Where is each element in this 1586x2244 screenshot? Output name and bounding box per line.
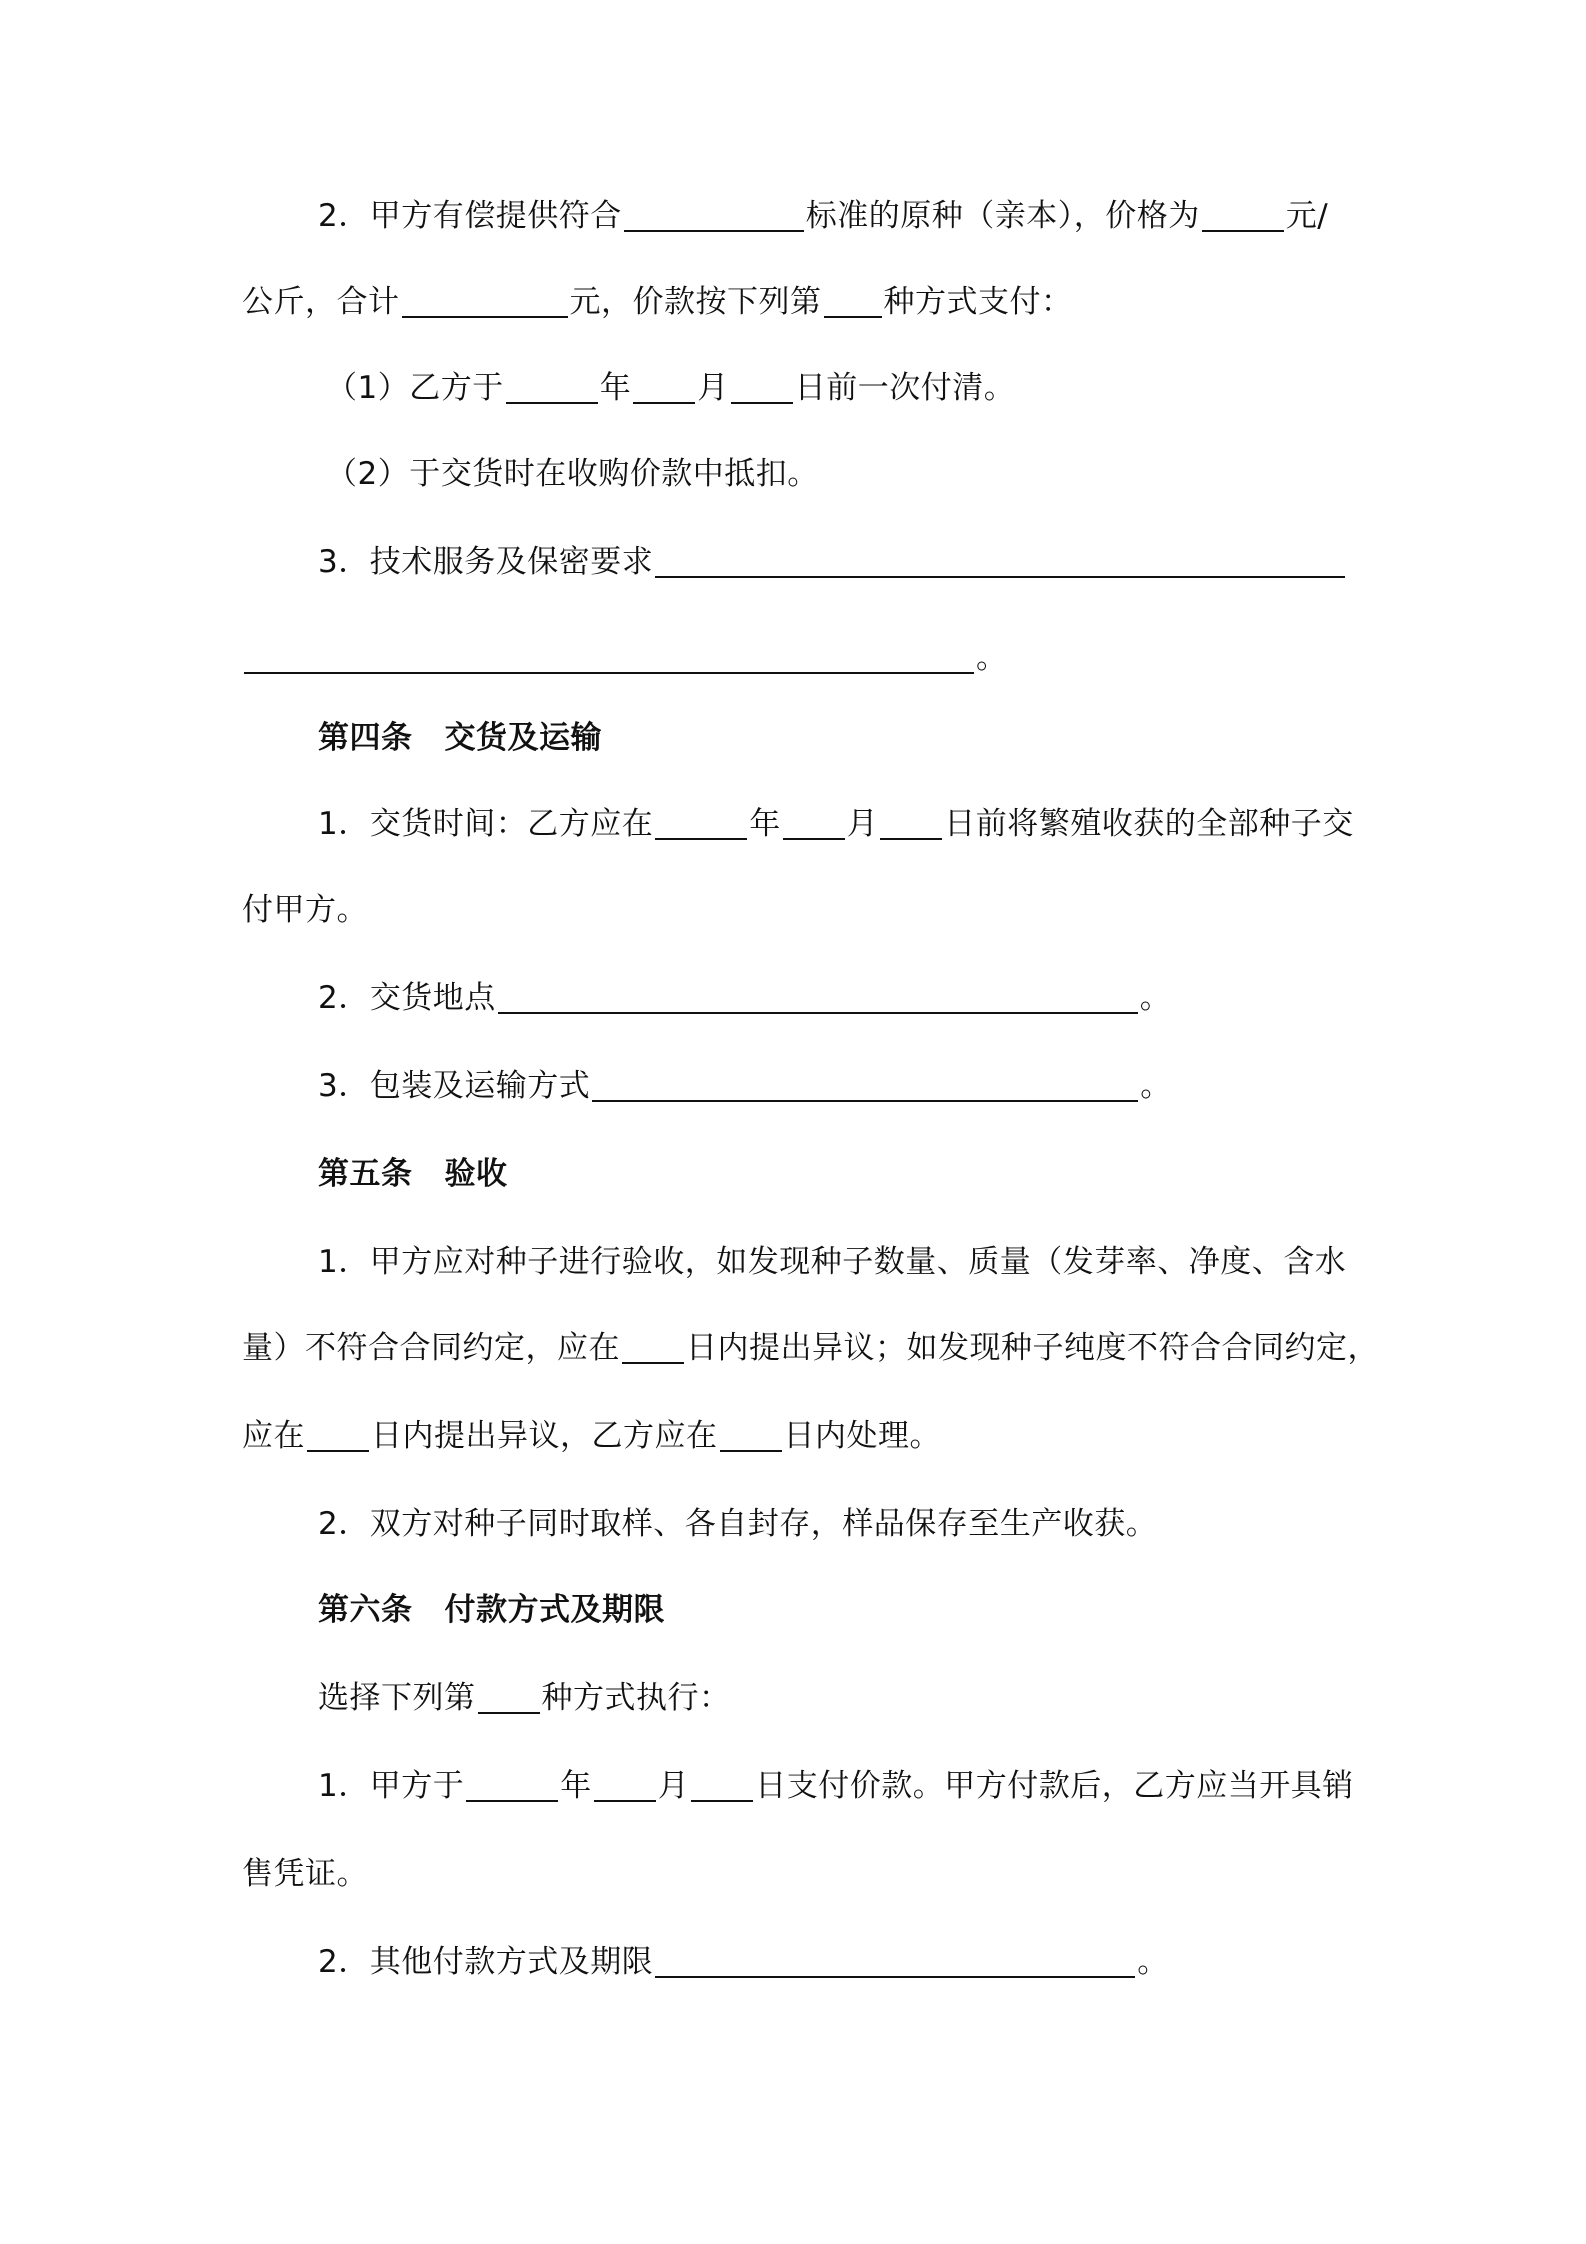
article-4-heading [242, 708, 1428, 768]
text: 3．技术服务及保密要求 [318, 544, 654, 580]
blank-tech-service-cont[interactable] [244, 638, 974, 674]
clause-5-item-2 [242, 1494, 1428, 1554]
text: 月 [657, 1768, 690, 1804]
text: 元/ [1285, 198, 1329, 234]
clause-5-item-1 [242, 1232, 1428, 1292]
text: 2．其他付款方式及期限 [318, 1944, 654, 1980]
blank-method-no[interactable] [478, 1678, 540, 1714]
blank-days-objection[interactable] [622, 1328, 684, 1364]
text: 选择下列第 [318, 1680, 476, 1716]
blank-year[interactable] [466, 1766, 558, 1802]
blank-month[interactable] [594, 1766, 656, 1802]
blank-month[interactable] [783, 804, 845, 840]
article-title: 验收 [444, 1156, 508, 1192]
text: 日内提出异议，乙方应在 [371, 1418, 718, 1454]
text: 公斤，合计 [242, 284, 400, 320]
payment-option-1 [242, 358, 1436, 418]
blank-days-objection-purity[interactable] [307, 1416, 369, 1452]
clause-5-item-1-cont [242, 1318, 1379, 1378]
text: 年 [599, 370, 632, 406]
payment-option-2 [242, 444, 1436, 504]
clause-4-item-1 [242, 794, 1428, 854]
text: 月 [697, 370, 729, 406]
text: 1．甲方于 [318, 1768, 465, 1804]
clause-3-item-2-cont [242, 272, 1352, 332]
text: 2．甲方有偿提供符合 [318, 198, 622, 234]
text: 1．甲方应对种子进行验收，如发现种子数量、质量（发芽率、净度、含水 [318, 1244, 1347, 1280]
text: 日前将繁殖收获的全部种子交 [944, 806, 1354, 842]
text: 量）不符合合同约定，应在 [242, 1330, 620, 1366]
text: 元，价款按下列第 [569, 284, 822, 320]
article-number: 第六条 [318, 1592, 413, 1628]
text: 种方式执行： [541, 1680, 731, 1716]
blank-total[interactable] [402, 282, 568, 318]
text: 种方式支付： [883, 284, 1073, 320]
clause-6-item-2 [242, 1932, 1428, 1992]
blank-tech-service[interactable] [655, 542, 1345, 578]
text: 。 [1139, 980, 1172, 1016]
text: 。 [1140, 1068, 1172, 1104]
clause-6-item-1-cont [242, 1844, 1352, 1904]
text: 1．交货时间：乙方应在 [318, 806, 654, 842]
clause-4-item-1-cont [242, 880, 1352, 940]
text: 日前一次付清。 [794, 370, 1016, 406]
blank-method-no[interactable] [824, 282, 882, 318]
article-number: 第四条 [318, 720, 413, 756]
text: 日内处理。 [783, 1418, 941, 1454]
clause-6-intro [242, 1668, 1428, 1728]
clause-6-item-1 [242, 1756, 1428, 1816]
blank-day[interactable] [691, 1766, 753, 1802]
article-6-heading [242, 1580, 1428, 1640]
blank-year[interactable] [506, 368, 598, 404]
text: （2）于交货时在收购价款中抵扣。 [326, 456, 819, 492]
text: 应在 [242, 1418, 305, 1454]
clause-3-item-3 [242, 532, 1428, 592]
blank-day[interactable] [731, 368, 793, 404]
text: 年 [560, 1768, 592, 1804]
article-title: 付款方式及期限 [444, 1592, 665, 1628]
text: （1）乙方于 [326, 370, 504, 406]
text: 付甲方。 [242, 892, 368, 928]
text: 月 [846, 806, 879, 842]
blank-delivery-place[interactable] [498, 978, 1138, 1014]
blank-month[interactable] [633, 368, 695, 404]
blank-day[interactable] [880, 804, 942, 840]
text: 售凭证。 [242, 1856, 368, 1892]
clause-3-item-3-cont [242, 628, 1352, 688]
blank-days-handle[interactable] [720, 1416, 782, 1452]
clause-4-item-2 [242, 968, 1428, 1028]
blank-price[interactable] [1202, 196, 1284, 232]
text: 2．交货地点 [318, 980, 496, 1016]
text: 年 [749, 806, 781, 842]
text: 。 [976, 640, 1008, 676]
clause-3-item-2 [242, 186, 1428, 246]
article-title: 交货及运输 [444, 720, 602, 756]
article-number: 第五条 [318, 1156, 413, 1192]
text: 2．双方对种子同时取样、各自封存，样品保存至生产收获。 [318, 1506, 1158, 1542]
blank-year[interactable] [655, 804, 747, 840]
article-5-heading [242, 1144, 1428, 1204]
blank-standard[interactable] [624, 196, 804, 232]
clause-5-item-1-cont2 [242, 1406, 1352, 1466]
blank-other-payment[interactable] [655, 1942, 1135, 1978]
text: 标准的原种（亲本），价格为 [805, 198, 1200, 234]
text: 3．包装及运输方式 [318, 1068, 591, 1104]
text: 。 [1137, 1944, 1169, 1980]
text: 日支付价款。甲方付款后，乙方应当开具销 [755, 1768, 1354, 1804]
blank-packaging[interactable] [592, 1066, 1138, 1102]
text: 日内提出异议；如发现种子纯度不符合合同约定， [686, 1330, 1379, 1366]
clause-4-item-3 [242, 1056, 1428, 1116]
